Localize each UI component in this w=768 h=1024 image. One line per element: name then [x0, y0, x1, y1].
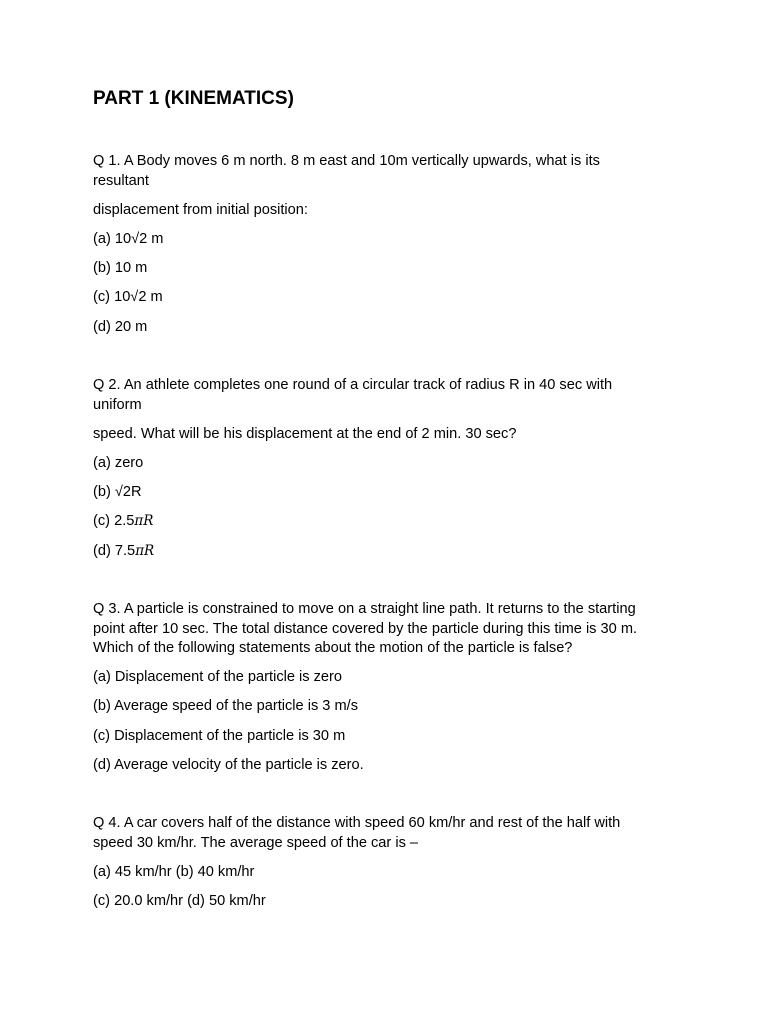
question-4-text-line-1: Q 4. A car covers half of the distance with speed 60 km/hr and rest of the half with: [93, 815, 621, 831]
question-2-option-c-prefix: (c) 2.5: [93, 513, 135, 529]
question-2-text-line-3: speed. What will be his displacement at the end of 2 min. 30 sec?: [93, 426, 517, 442]
question-3-text-line-3: Which of the following statements about the motion of the particle is false?: [93, 640, 573, 656]
question-4-text-line-2: speed 30 km/hr. The average speed of the car is –: [93, 835, 419, 851]
question-2-option-a: (a) zero: [93, 455, 144, 471]
question-3-text-line-1: Q 3. A particle is constrained to move on a straight line path. It returns to the starting: [93, 601, 636, 617]
question-2-text-line-2: uniform: [93, 397, 142, 413]
question-1-option-d: (d) 20 m: [93, 319, 148, 335]
question-1-text-line-2: resultant: [93, 173, 149, 189]
question-2-option-d-prefix: (d) 7.5: [93, 543, 136, 559]
question-1-text-line-1: Q 1. A Body moves 6 m north. 8 m east and 10m vertically upwards, what is its: [93, 153, 600, 169]
question-1-option-c: (c) 10√2 m: [93, 289, 163, 305]
page-title: PART 1 (KINEMATICS): [93, 88, 294, 109]
question-2-option-d-math: πR: [135, 543, 155, 559]
question-2-option-c-math: πR: [134, 513, 154, 529]
question-1-option-b: (b) 10 m: [93, 260, 148, 276]
question-2-text-line-1: Q 2. An athlete completes one round of a circular track of radius R in 40 sec with: [93, 377, 613, 393]
question-2-option-c: [93, 511, 153, 531]
question-2-option-b: (b) √2R: [93, 484, 142, 500]
question-2-option-d: [93, 541, 154, 561]
question-3-option-b: (b) Average speed of the particle is 3 m/s: [93, 698, 358, 714]
question-3-text-line-2: point after 10 sec. The total distance covered by the particle during this time is 30 m.: [93, 621, 638, 637]
question-4-options-row-2: (c) 20.0 km/hr (d) 50 km/hr: [93, 893, 266, 909]
question-3-option-c: (c) Displacement of the particle is 30 m: [93, 728, 346, 744]
question-4-options-row-1: (a) 45 km/hr (b) 40 km/hr: [93, 864, 255, 880]
question-1-option-a: (a) 10√2 m: [93, 231, 164, 247]
question-1-text-line-3: displacement from initial position:: [93, 202, 308, 218]
question-3-option-d: (d) Average velocity of the particle is zero.: [93, 757, 364, 773]
question-3-option-a: (a) Displacement of the particle is zero: [93, 669, 343, 685]
